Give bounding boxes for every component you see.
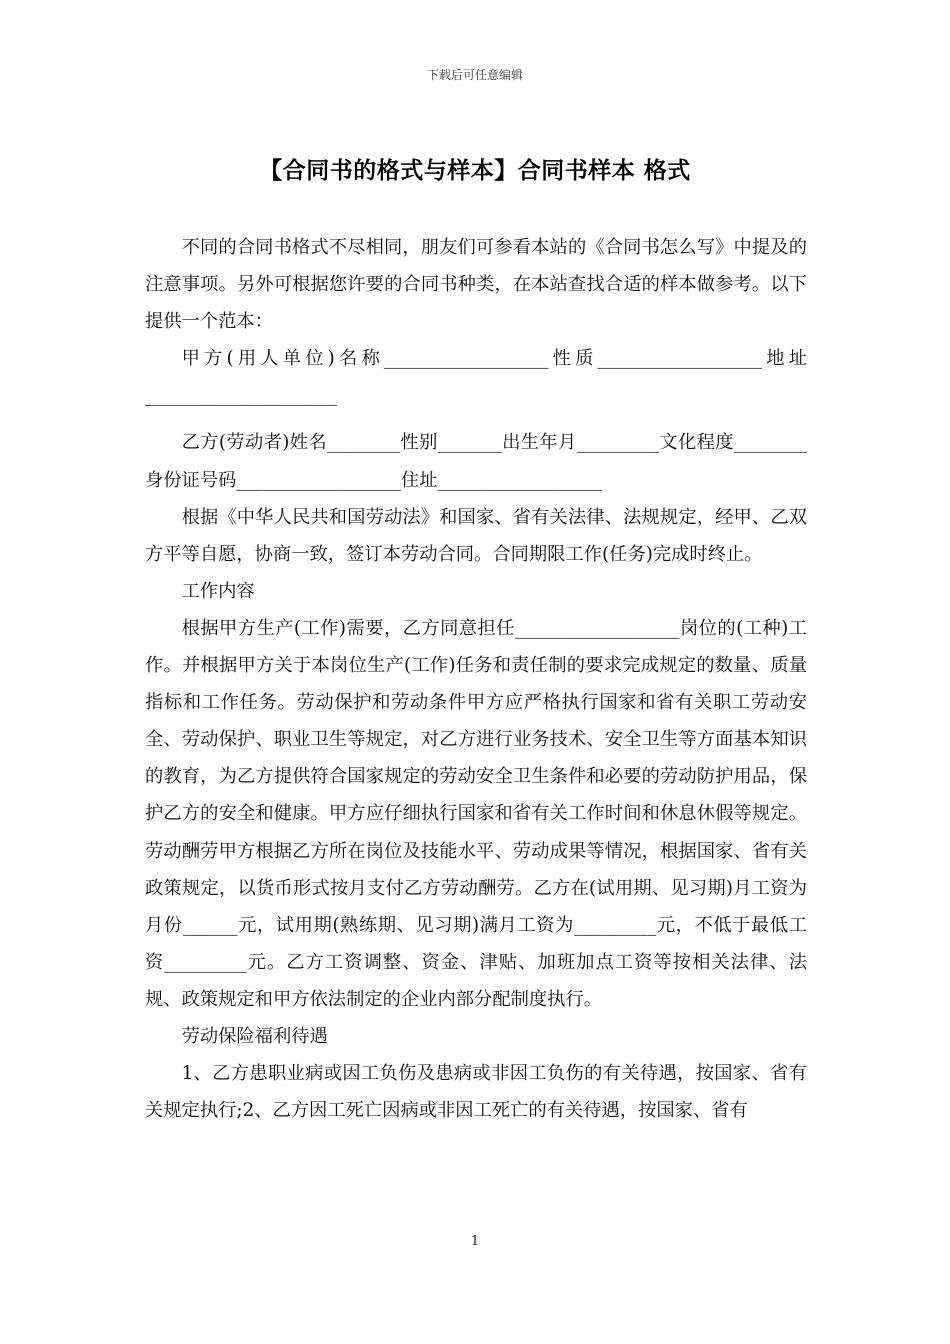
party-b-paragraph: 乙方(劳动者)姓名________性别_______出生年月_________文化程度________身份证号码__________________住址__________________ [145,432,807,491]
insurance-content-paragraph: 1、乙方患职业病或因工负伤及患病或非因工负伤的有关待遇，按国家、省有关规定执行;2、乙方因工死亡因病或非因工死亡的有关待遇，按国家、省有 [145,1063,807,1122]
header-note: 下载后可任意编辑 [426,68,523,82]
page-number: 1 [470,1234,480,1249]
insurance-heading: 劳动保险福利待遇 [181,1025,328,1047]
party-a-paragraph: 甲方(用人单位)名称__________________性质__________________地址_____________________ [145,348,807,407]
document-body [145,229,807,1129]
document-title: 【合同书的格式与样本】合同书样本 格式 [259,158,691,184]
intro-paragraph: 不同的合同书格式不尽相同，朋友们可参看本站的《合同书怎么写》中提及的注意事项。另外可根据您许要的合同书种类，在本站查找合适的样本做参考。以下提供一个范本： [145,237,807,333]
work-heading: 工作内容 [181,580,255,602]
work-content-paragraph: 根据甲方生产(工作)需要，乙方同意担任__________________岗位的(工种)工作。并根据甲方关于本岗位生产(工作)任务和责任制的要求完成规定的数量、质量指标和工作任务。劳动保护和劳动条件甲方应严格执行国家和省有关职工劳动安全、劳动保护、职业卫生等规定，对乙方进行业务技术、安全卫生等方面基本知识的教育，为乙方提供符合国家规定的劳动安全卫生条件和必要的劳动防护用品，保护乙方的安全和健康。甲方应仔细执行国家和省有关工作时间和休息休假等规定。劳动酬劳甲方根据乙方所在岗位及技能水平、劳动成果等情况，根据国家、省有关政策规定，以货币形式按月支付乙方劳动酬劳。乙方在(试用期、见习期)月工资为月份______元，试用期(熟练期、见习期)满月工资为_________元，不低于最低工资_________元。乙方工资调整、资金、津贴、加班加点工资等按相关法律、法规、政策规定和甲方依法制定的企业内部分配制度执行。 [145,617,807,1010]
basis-paragraph: 根据《中华人民共和国劳动法》和国家、省有关法律、法规规定，经甲、乙双方平等自愿，协商一致，签订本劳动合同。合同期限工作(任务)完成时终止。 [145,506,807,565]
